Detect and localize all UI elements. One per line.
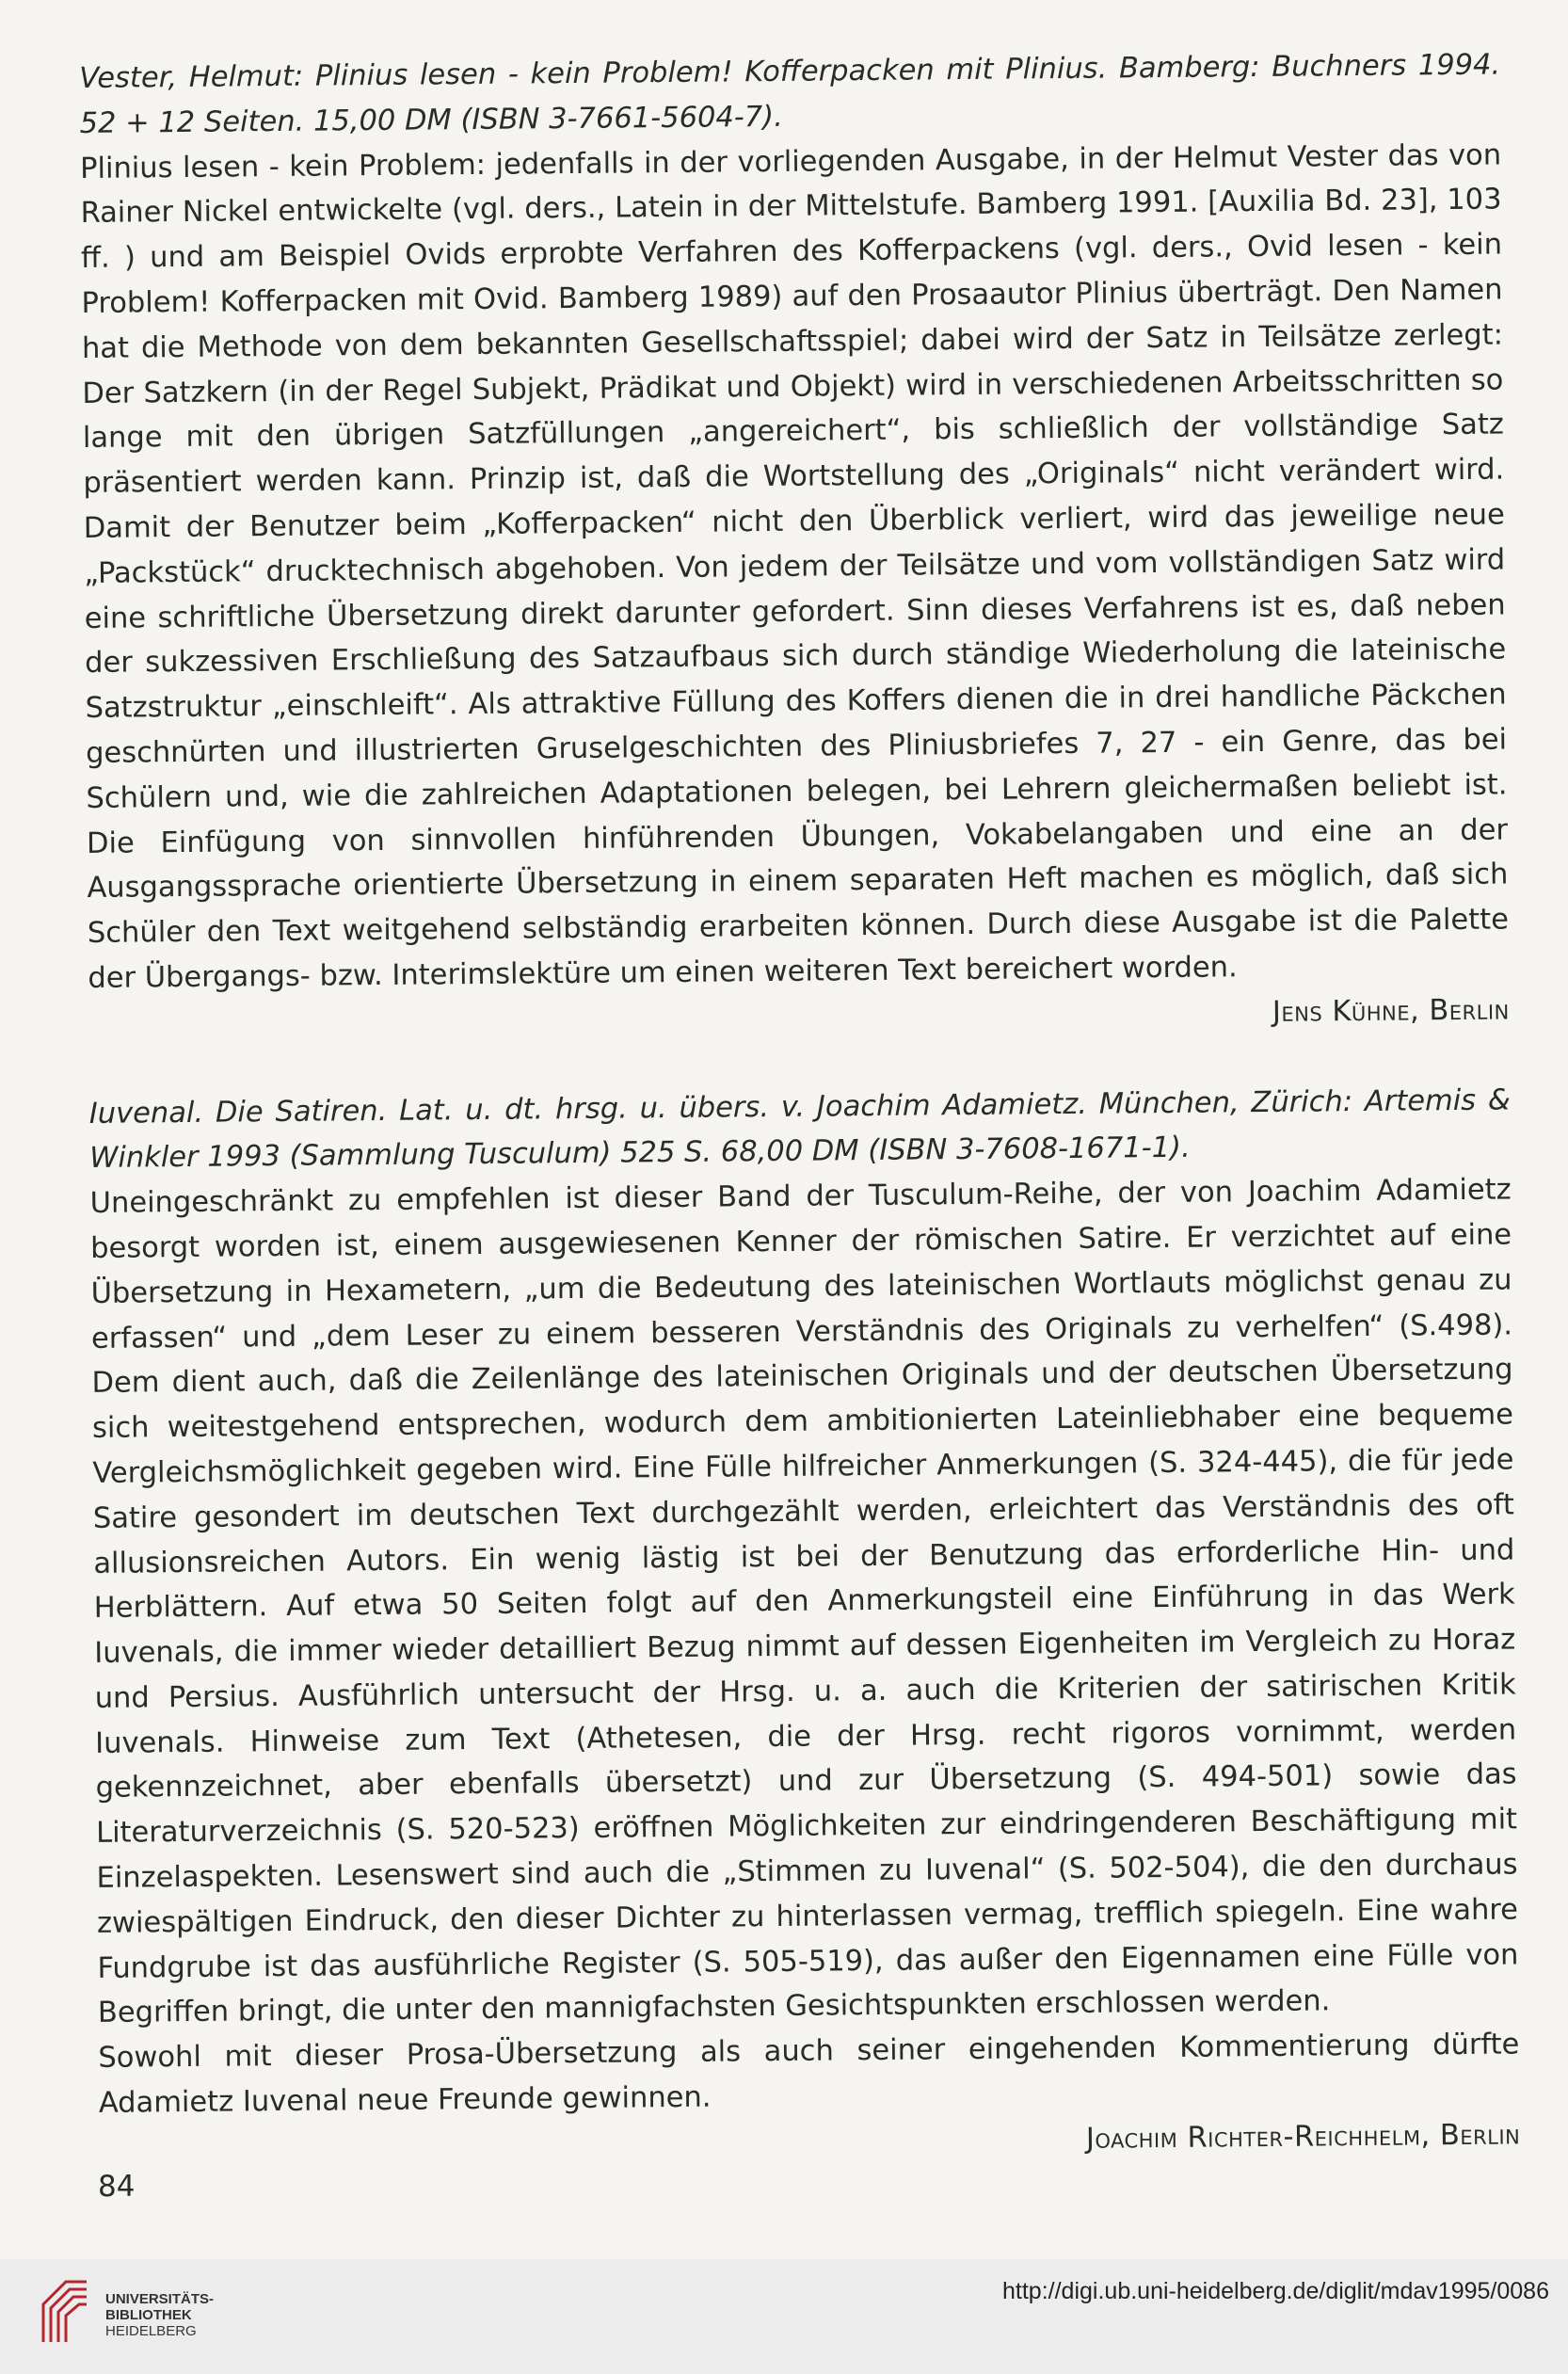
footer-bar (0, 2259, 1568, 2374)
library-logo-icon (38, 2276, 92, 2348)
review-2-conclusion: Sowohl mit dieser Prosa-Übersetzung als auch seiner eingehenden Kommentierung dürfte Adamietz Iuvenal neue Freunde gewinnen. (98, 2028, 1520, 2120)
library-name-line-2: BIBLIOTHEK (105, 2307, 192, 2323)
review-1-signature: Jens Kühne, Berlin (1272, 993, 1510, 1029)
review-2-body: Uneingeschränkt zu empfehlen ist dieser Band der Tusculum-Reihe, der von Joachim Adamietz besorgt worden ist, einem ausgewiesenen Kenner der römischen Satire. Er verzichtet auf eine Übersetzung in Hexametern, „um die Bedeutung des lateinischen Wortlauts möglichst genau zu erfassen“ und „dem Leser zu einem besseren Verständnis des Originals zu verhelfen“ (S.498). Dem dient auch, daß die Zeilenlänge des lateinischen Originals und der deutschen Übersetzung sich weitestgehend entsprechen, wodurch dem ambitionierten Lateinliebhaber eine bequeme Vergleichsmöglichkeit gegeben wird. Eine Fülle hilfreicher Anmerkungen (S. 324-445), die für jede Satire gesondert im deutschen Text durchgezählt werden, erleichtert das Verständnis des oft allusionsreichen Autors. Ein wenig lästig ist bei der Benutzung das erforderliche Hin- und Herblättern. Auf etwa 50 Seiten folgt auf den Anmerkungsteil eine Einführung in das Werk Iuvenals, die immer wieder detailliert Bezug nimmt auf dessen Eigenheiten im Vergleich zu Horaz und Persius. Ausführlich untersucht der Hrsg. u. a. auch die Kriterien der satirischen Kritik Iuvenals. Hinweise zum Text (Athetesen, die der Hrsg. recht rigoros vornimmt, werden gekennzeichnet, aber ebenfalls übersetzt) und zur Übersetzung (S. 494-501) sowie das Literaturverzeichnis (S. 520-523) eröffnen Möglichkeiten zur eindringenderen Beschäftigung mit Einzelaspekten. Lesenswert sind auch die „Stimmen zu Iuvenal“ (S. 502-504), die den durchaus zwiespältigen Eindruck, den dieser Dichter zu hinterlassen vermag, trefflich spiegeln. Eine wahre Fundgrube ist das ausführliche Register (S. 505-519), das außer den Eigennamen eine Fülle von Begriffen bringt, die unter den mannigfachsten Gesichtspunkten erschlossen werden. (89, 1173, 1519, 2030)
review-1-title: Vester, Helmut: Plinius lesen - kein Problem! Kofferpacken mit Plinius. Bamberg: Buchners 1994. 52 + 12 Seiten. 15,00 DM (ISBN 3-7661-5604-7). (79, 48, 1501, 140)
library-name-line-1: UNIVERSITÄTS- (105, 2291, 215, 2307)
page-number: 84 (98, 2170, 136, 2204)
review-2-signature: Joachim Richter-Reichhelm, Berlin (1085, 2118, 1521, 2156)
library-name (105, 2291, 214, 2339)
review-2-title: Iuvenal. Die Satiren. Lat. u. dt. hrsg. u. übers. v. Joachim Adamietz. München, Zürich: Artemis & Winkler 1993 (Sammlung Tusculum) 525 S. 68,00 DM (ISBN 3-7608-1671-1). (88, 1083, 1511, 1176)
review-1-body: Plinius lesen - kein Problem: jedenfalls in der vorliegenden Ausgabe, in der Helmut Vester das von Rainer Nickel entwickelte (vgl. ders., Latein in der Mittelstufe. Bamberg 1991. [Auxilia Bd. 23], 103 ff. ) und am Beispiel Ovids erprobte Verfahren des Kofferpackens (vgl. ders., Ovid lesen - kein Problem! Kofferpacken mit Ovid. Bamberg 1989) auf den Prosaautor Plinius überträgt. Den Namen hat die Methode von dem bekannten Gesellschaftsspiel; dabei wird der Satz in Teilsätze zerlegt: Der Satzkern (in der Regel Subjekt, Prädikat und Objekt) wird in verschiedenen Arbeitsschritten so lange mit den übrigen Satzfüllungen „angereichert“, bis schließlich der vollständige Satz präsentiert werden kann. Prinzip ist, daß die Wortstellung des „Originals“ nicht verändert wird. Damit der Benutzer beim „Kofferpacken“ nicht den Überblick verliert, wird das jeweilige neue „Packstück“ drucktechnisch abgehoben. Von jedem der Teilsätze und vom vollständigen Satz wird eine schriftliche Übersetzung direkt darunter gefordert. Sinn dieses Verfahrens ist es, daß neben der sukzessiven Erschließung des Satzaufbaus sich durch ständige Wiederholung die lateinische Satzstruktur „einschleift“. Als attraktive Füllung des Koffers dienen die in drei handliche Päckchen geschnürten und illustrierten Gruselgeschichten des Pliniusbriefes 7, 27 - ein Genre, das bei Schülern und, wie die zahlreichen Adaptationen belegen, bei Lehrern gleichermaßen beliebt ist. Die Einfügung von sinnvollen hinführenden Übungen, Vokabelangaben und eine an der Ausgangssprache orientierte Übersetzung in einem separaten Heft machen es möglich, daß sich Schüler den Text weitgehend selbständig erarbeiten können. Durch diese Ausgabe ist die Palette der Übergangs- bzw. Interimslektüre um einen weiteren Text bereichert worden. (79, 138, 1510, 995)
source-url-link[interactable]: http://digi.ub.uni-heidelberg.de/diglit/mdav1995/0086 (1002, 2278, 1549, 2304)
library-name-line-3: HEIDELBERG (105, 2323, 197, 2339)
text-column (79, 43, 1520, 2172)
